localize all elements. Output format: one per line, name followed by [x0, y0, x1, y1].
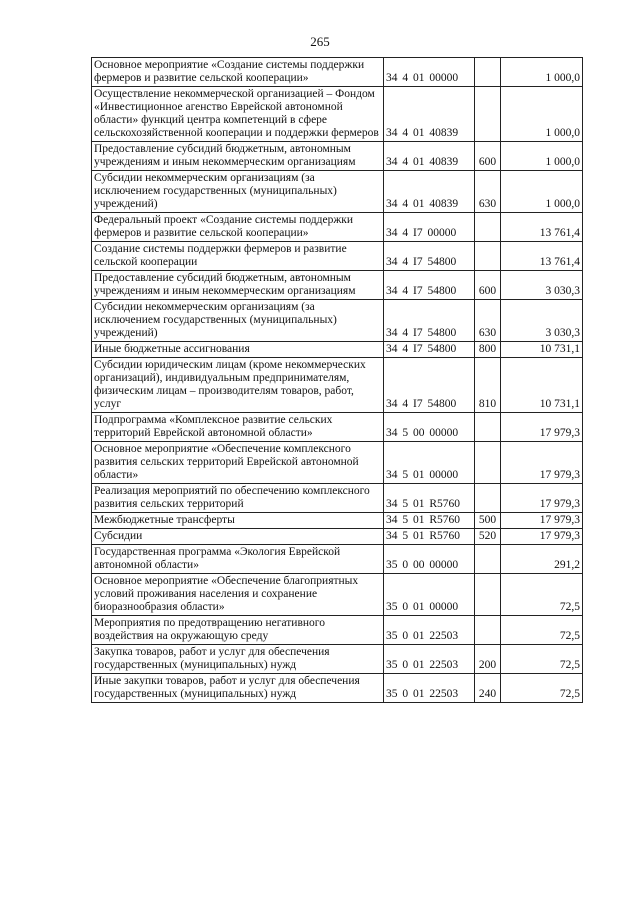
target-code-cell: 34 4 I7 00000 — [384, 213, 475, 242]
item-name-cell — [92, 142, 384, 171]
expense-type-cell — [475, 87, 501, 142]
target-code-cell: 34 5 01 R5760 — [384, 529, 475, 545]
target-code-cell: 35 0 01 22503 — [384, 645, 475, 674]
amount-cell: 3 030,3 — [501, 271, 583, 300]
table-row — [92, 545, 583, 574]
target-code-cell: 35 0 01 22503 — [384, 674, 475, 703]
amount-cell: 72,5 — [501, 574, 583, 616]
target-code-cell: 34 5 01 00000 — [384, 442, 475, 484]
amount-cell: 13 761,4 — [501, 242, 583, 271]
target-code-cell: 34 4 I7 54800 — [384, 342, 475, 358]
expense-type-cell — [475, 574, 501, 616]
amount-cell: 13 761,4 — [501, 213, 583, 242]
item-name-cell — [92, 413, 384, 442]
item-name-cell — [92, 574, 384, 616]
target-code-cell: 34 5 00 00000 — [384, 413, 475, 442]
item-name-cell — [92, 545, 384, 574]
item-name-cell — [92, 171, 384, 213]
item-name: Иные закупки товаров, работ и услуг для обеспечения государственных (муниципальных) нужд — [94, 675, 360, 700]
item-name: Подпрограмма «Комплексное развитие сельских территорий Еврейской автономной области» — [94, 414, 333, 439]
expense-type-cell: 600 — [475, 142, 501, 171]
item-name-cell — [92, 358, 384, 413]
table-row — [92, 242, 583, 271]
expense-type-cell: 200 — [475, 645, 501, 674]
expense-type-cell: 630 — [475, 171, 501, 213]
table-row — [92, 358, 583, 413]
amount-cell: 72,5 — [501, 645, 583, 674]
amount-cell: 17 979,3 — [501, 484, 583, 513]
item-name-cell — [92, 529, 384, 545]
item-name: Предоставление субсидий бюджетным, автономным учреждениям и иным некоммерческим организациям — [94, 143, 356, 168]
item-name: Субсидии некоммерческим организациям (за исключением государственных (муниципальных) учреждений) — [94, 301, 337, 339]
item-name-cell — [92, 645, 384, 674]
amount-cell: 1 000,0 — [501, 171, 583, 213]
budget-table — [91, 57, 583, 703]
amount-cell: 1 000,0 — [501, 58, 583, 87]
expense-type-cell — [475, 413, 501, 442]
expense-type-cell — [475, 545, 501, 574]
amount-cell: 17 979,3 — [501, 513, 583, 529]
target-code-cell: 34 4 I7 54800 — [384, 271, 475, 300]
amount-cell: 1 000,0 — [501, 87, 583, 142]
item-name: Предоставление субсидий бюджетным, автономным учреждениям и иным некоммерческим организациям — [94, 272, 356, 297]
item-name-cell — [92, 616, 384, 645]
expense-type-cell: 810 — [475, 358, 501, 413]
item-name: Субсидии — [94, 530, 143, 542]
table-row — [92, 342, 583, 358]
amount-cell: 3 030,3 — [501, 300, 583, 342]
item-name: Основное мероприятие «Создание системы поддержки фермеров и развитие сельской кооперации» — [94, 59, 365, 84]
item-name-cell — [92, 442, 384, 484]
item-name: Создание системы поддержки фермеров и развитие сельской кооперации — [94, 243, 347, 268]
expense-type-cell: 600 — [475, 271, 501, 300]
budget-table-body — [92, 58, 583, 703]
target-code-cell: 34 4 01 40839 — [384, 142, 475, 171]
item-name-cell — [92, 300, 384, 342]
table-row — [92, 87, 583, 142]
item-name-cell — [92, 271, 384, 300]
item-name: Основное мероприятие «Обеспечение комплексного развития сельских территорий Еврейской автономной области» — [94, 443, 359, 481]
target-code-cell: 34 4 I7 54800 — [384, 300, 475, 342]
target-code-cell: 34 5 01 R5760 — [384, 484, 475, 513]
table-row — [92, 171, 583, 213]
table-row — [92, 513, 583, 529]
table-row — [92, 645, 583, 674]
amount-cell: 72,5 — [501, 674, 583, 703]
target-code-cell: 34 4 01 40839 — [384, 171, 475, 213]
item-name-cell — [92, 342, 384, 358]
item-name-cell — [92, 242, 384, 271]
item-name-cell — [92, 513, 384, 529]
amount-cell: 1 000,0 — [501, 142, 583, 171]
item-name-cell — [92, 674, 384, 703]
amount-cell: 17 979,3 — [501, 442, 583, 484]
expense-type-cell: 630 — [475, 300, 501, 342]
item-name: Мероприятия по предотвращению негативного воздействия на окружающую среду — [94, 617, 325, 642]
expense-type-cell — [475, 484, 501, 513]
target-code-cell: 34 5 01 R5760 — [384, 513, 475, 529]
expense-type-cell: 520 — [475, 529, 501, 545]
item-name-cell — [92, 484, 384, 513]
amount-cell: 10 731,1 — [501, 342, 583, 358]
expense-type-cell: 500 — [475, 513, 501, 529]
expense-type-cell: 800 — [475, 342, 501, 358]
target-code-cell: 34 4 I7 54800 — [384, 242, 475, 271]
expense-type-cell — [475, 442, 501, 484]
amount-cell: 17 979,3 — [501, 413, 583, 442]
item-name: Осуществление некоммерческой организацией – Фондом «Инвестиционное агенство Еврейской автономной области» функций центра компетенций в сфере сельскохозяйственной кооперации и поддержки фермеров — [94, 88, 379, 139]
expense-type-cell — [475, 213, 501, 242]
table-row — [92, 484, 583, 513]
expense-type-cell: 240 — [475, 674, 501, 703]
item-name: Основное мероприятие «Обеспечение благоприятных условий проживания населения и сохранение биоразнообразия области» — [94, 575, 359, 613]
item-name: Закупка товаров, работ и услуг для обеспечения государственных (муниципальных) нужд — [94, 646, 330, 671]
item-name-cell — [92, 58, 384, 87]
target-code-cell: 34 4 01 00000 — [384, 58, 475, 87]
expense-type-cell — [475, 616, 501, 645]
expense-type-cell — [475, 58, 501, 87]
table-row — [92, 213, 583, 242]
target-code-cell: 34 4 01 40839 — [384, 87, 475, 142]
page-number: 265 — [310, 34, 330, 49]
table-row — [92, 413, 583, 442]
table-row — [92, 674, 583, 703]
table-row — [92, 300, 583, 342]
table-row — [92, 58, 583, 87]
amount-cell: 10 731,1 — [501, 358, 583, 413]
target-code-cell: 35 0 01 00000 — [384, 574, 475, 616]
table-row — [92, 529, 583, 545]
item-name: Субсидии юридическим лицам (кроме некоммерческих организаций), индивидуальным предпринимателям, физическим лицам – производителям товаров, работ, услуг — [94, 359, 366, 410]
item-name: Межбюджетные трансферты — [94, 514, 235, 526]
target-code-cell: 35 0 00 00000 — [384, 545, 475, 574]
amount-cell: 291,2 — [501, 545, 583, 574]
target-code-cell: 34 4 I7 54800 — [384, 358, 475, 413]
item-name-cell — [92, 87, 384, 142]
item-name: Субсидии некоммерческим организациям (за исключением государственных (муниципальных) учреждений) — [94, 172, 337, 210]
table-row — [92, 442, 583, 484]
table-row — [92, 574, 583, 616]
expense-type-cell — [475, 242, 501, 271]
table-row — [92, 271, 583, 300]
table-row — [92, 142, 583, 171]
item-name: Реализация мероприятий по обеспечению комплексного развития сельских территорий — [94, 485, 370, 510]
item-name: Иные бюджетные ассигнования — [94, 343, 250, 355]
item-name: Федеральный проект «Создание системы поддержки фермеров и развитие сельской кооперации» — [94, 214, 354, 239]
item-name-cell — [92, 213, 384, 242]
amount-cell: 72,5 — [501, 616, 583, 645]
target-code-cell: 35 0 01 22503 — [384, 616, 475, 645]
amount-cell: 17 979,3 — [501, 529, 583, 545]
table-row — [92, 616, 583, 645]
item-name: Государственная программа «Экология Еврейской автономной области» — [94, 546, 341, 571]
